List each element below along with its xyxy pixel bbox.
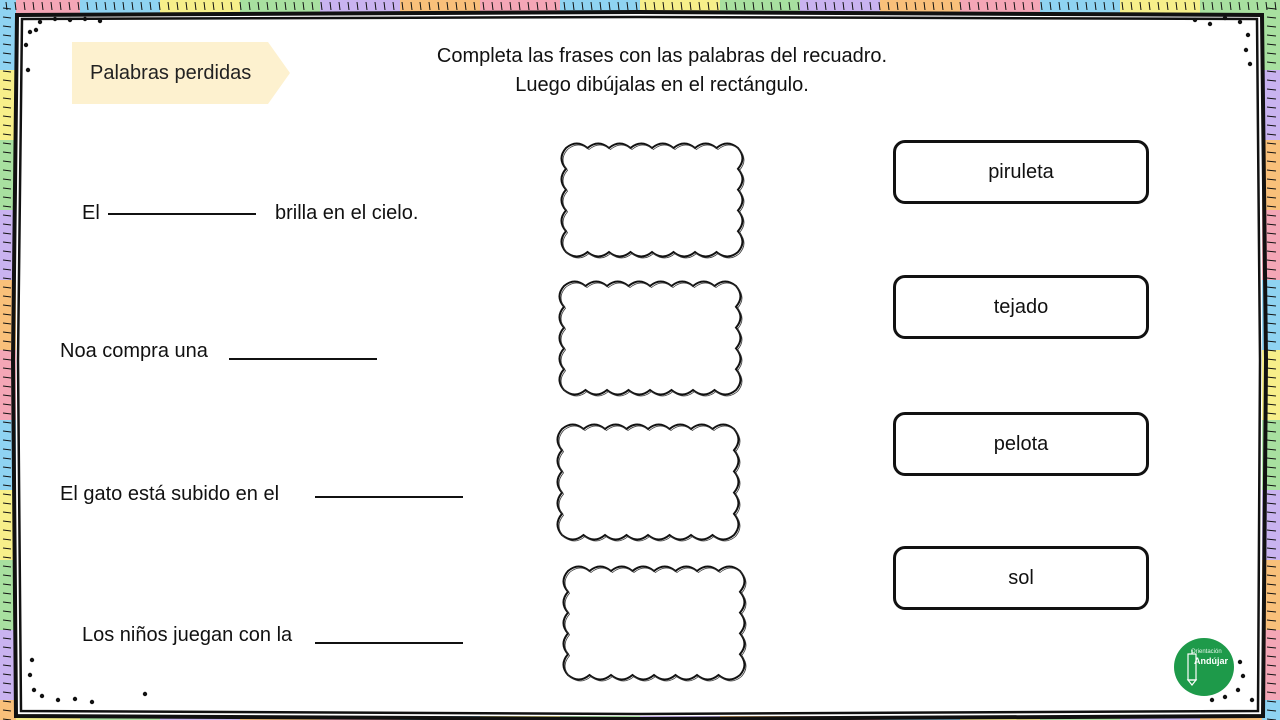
sentence-1-start: El [82, 202, 100, 224]
instruction-line-2: Luego dibújalas en el rectángulo. [515, 74, 809, 96]
logo-line-2: Andújar [1194, 656, 1229, 666]
word-card-piruleta[interactable]: piruleta [893, 140, 1149, 204]
orientacion-andujar-logo [1174, 638, 1234, 696]
instructions [402, 42, 922, 100]
sentence-4-start: Los niños juegan con la [82, 624, 293, 646]
answer-blank-3[interactable] [315, 496, 463, 498]
word-card-pelota[interactable]: pelota [893, 412, 1149, 476]
word-card-tejado[interactable]: tejado [893, 275, 1149, 339]
word-card-sol[interactable]: sol [893, 546, 1149, 610]
sentence-1-end: brilla en el cielo. [275, 202, 419, 224]
logo-line-1: Orientación [1191, 649, 1222, 655]
answer-blank-4[interactable] [315, 642, 463, 644]
drawing-box[interactable] [556, 278, 744, 398]
drawing-box[interactable] [554, 421, 742, 543]
drawing-box[interactable] [558, 140, 746, 260]
sentence-3-start: El gato está subido en el [60, 483, 280, 505]
sentence-2-start: Noa compra una [60, 340, 208, 362]
answer-blank-1[interactable] [108, 213, 256, 215]
worksheet-title: Palabras perdidas [90, 62, 252, 84]
answer-blank-2[interactable] [229, 358, 377, 360]
instruction-line-1: Completa las frases con las palabras del recuadro. [436, 45, 888, 67]
title-tag [72, 42, 290, 104]
drawing-box[interactable] [560, 563, 748, 683]
